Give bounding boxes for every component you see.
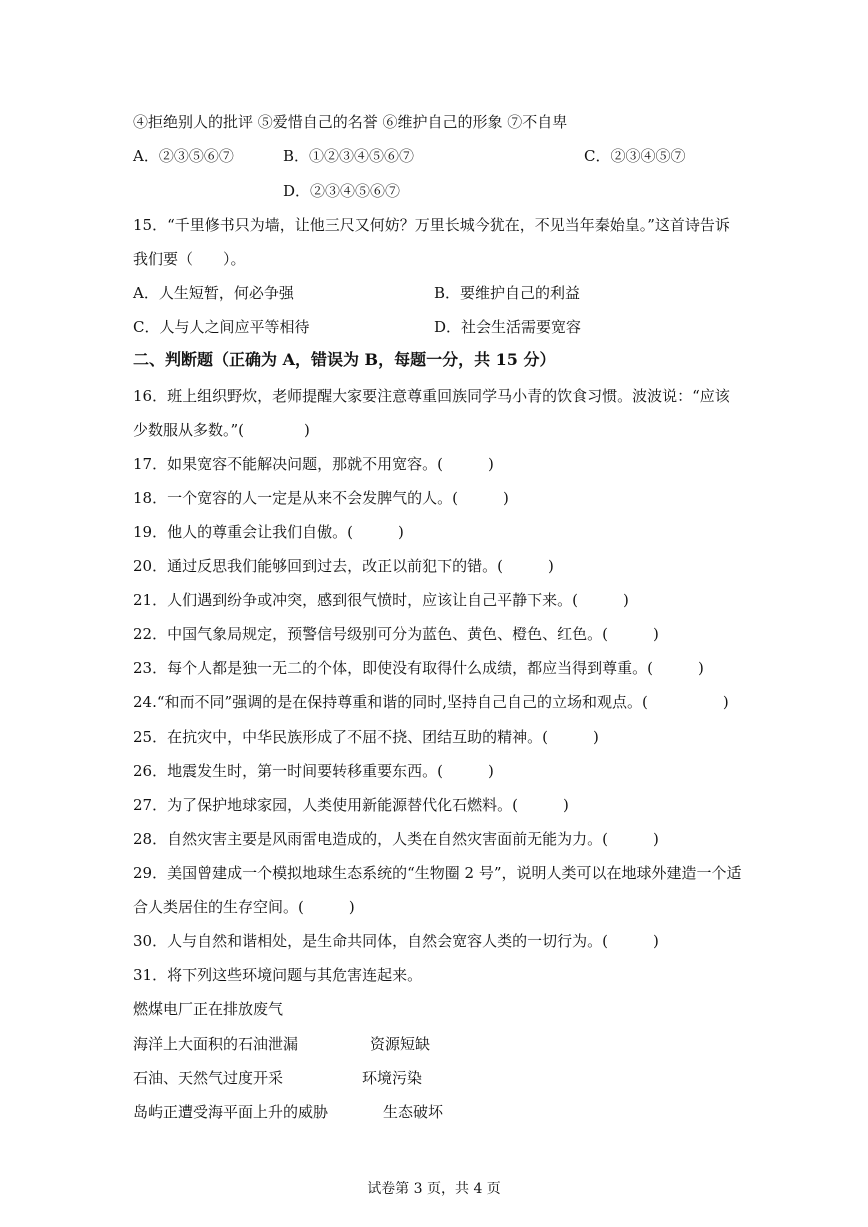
section2-title: 二、判断题（正确为 A，错误为 B，每题一分，共 15 分）: [133, 350, 556, 369]
q20: 20．通过反思我们能够回到过去，改正以前犯下的错。( ): [133, 557, 554, 575]
q15-option-b: B．要维护自己的利益: [434, 284, 581, 302]
q31-left-item: 海洋上大面积的石油泄漏: [133, 1035, 299, 1053]
page-footer: 试卷第 3 页，共 4 页: [367, 1181, 501, 1197]
q31-right-item: 资源短缺: [370, 1035, 431, 1053]
q28: 28．自然灾害主要是风雨雷电造成的，人类在自然灾害面前无能为力。( ): [133, 830, 659, 848]
q27: 27．为了保护地球家园，人类使用新能源替代化石燃料。( ): [133, 796, 569, 814]
q31-right-item: 生态破坏: [383, 1103, 444, 1121]
q31-prompt: 31．将下列这些环境问题与其危害连起来。: [133, 966, 423, 984]
q26: 26．地震发生时，第一时间要转移重要东西。( ): [133, 762, 494, 780]
q29-line1: 29．美国曾建成一个模拟地球生态系统的“生物圈 2 号”，说明人类可以在地球外建造一个适: [133, 864, 742, 882]
q25: 25．在抗灾中，中华民族形成了不屈不挠、团结互助的精神。( ): [133, 728, 599, 746]
q15-option-c: C．人与人之间应平等相待: [133, 318, 310, 336]
q30: 30．人与自然和谐相处，是生命共同体，自然会宽容人类的一切行为。( ): [133, 932, 659, 950]
q23: 23．每个人都是独一无二的个体，即使没有取得什么成绩，都应当得到尊重。( ): [133, 659, 704, 677]
q15-option-a: A．人生短暂，何必争强: [133, 284, 294, 302]
q14-option-a: A．②③⑤⑥⑦: [133, 147, 234, 165]
q22: 22．中国气象局规定，预警信号级别可分为蓝色、黄色、橙色、红色。( ): [133, 625, 659, 643]
q14-option-b: B．①②③④⑤⑥⑦: [283, 147, 415, 165]
q15-option-d: D．社会生活需要宽容: [434, 318, 582, 336]
q15-stem-line1: 15．“千里修书只为墙，让他三尺又何妨？万里长城今犹在，不见当年秦始皇。”这首诗告诉: [133, 216, 730, 234]
q15-stem-line2: 我们要（ ）。: [133, 250, 246, 268]
q14-option-d: D．②③④⑤⑥⑦: [283, 182, 401, 200]
q21: 21．人们遇到纷争或冲突，感到很气愤时，应该让自己平静下来。( ): [133, 591, 629, 609]
q31-left-item: 燃煤电厂正在排放废气: [133, 1000, 284, 1018]
q31-right-item: 环境污染: [362, 1069, 423, 1087]
q29-line2: 合人类居住的生存空间。( ): [133, 898, 355, 916]
q31-left-item: 石油、天然气过度开采: [133, 1069, 284, 1087]
q17: 17．如果宽容不能解决问题，那就不用宽容。( ): [133, 455, 494, 473]
q16-line2: 少数服从多数。”( ): [133, 421, 310, 439]
q14-options-line: ④拒绝别人的批评 ⑤爱惜自己的名誉 ⑥维护自己的形象 ⑦不自卑: [133, 113, 568, 131]
q19: 19．他人的尊重会让我们自傲。( ): [133, 523, 404, 541]
q16-line1: 16．班上组织野炊，老师提醒大家要注意尊重回族同学马小青的饮食习惯。波波说：“应该: [133, 387, 730, 405]
q31-left-item: 岛屿正遭受海平面上升的威胁: [133, 1103, 329, 1121]
q14-option-c: C．②③④⑤⑦: [584, 147, 686, 165]
q24: 24.“和而不同”强调的是在保持尊重和谐的同时,坚持自己自己的立场和观点。( ): [133, 693, 729, 711]
q18: 18．一个宽容的人一定是从来不会发脾气的人。( ): [133, 489, 509, 507]
